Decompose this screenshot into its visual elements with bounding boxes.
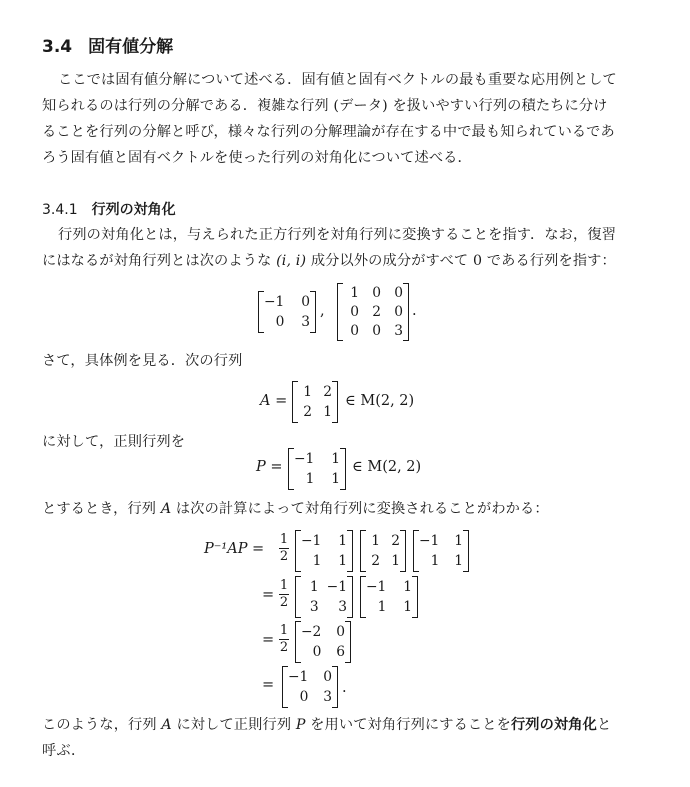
matrix-entry: 0 [350,303,359,320]
matrix-entry: 0 [312,644,322,660]
matrix-entry: −2 [301,624,322,640]
intro-line-2: 知られるのは行列の分解である．複雑な行列 (データ) を扱いやすい行列の積たちに分け [42,98,608,114]
calc-row3-equals: = [262,632,275,648]
matrix-entry: 0 [299,689,309,705]
intro-line-3: ることを行列の分解と呼び，様々な行列の分解理論が存在する中で最も知られているであ [42,124,615,140]
matrix-entry: 0 [336,624,345,640]
matrix-entry: 1 [430,553,440,569]
matrix-entry: 2 [303,404,312,420]
matrix-entry: 1 [454,553,463,569]
calc-row1-matrix-p [413,530,469,572]
section-title: 固有値分解 [88,37,174,57]
conclusion-line-1 [42,714,611,734]
intro-line-4: ろう固有値と固有ベクトルを使った行列の対角化について述べる． [42,150,472,166]
calc-row4-equals: = [262,677,275,693]
def-index-math: (i, i) [276,253,307,269]
matrix-entry: 1 [403,599,412,615]
calc-text-post: は次の計算によって対角行列に変換されることがわかる： [175,501,549,517]
conclusion-var-a: A [161,717,172,733]
matrix-entry: 1 [338,533,347,549]
matrix-entry: 1 [303,384,312,400]
matrix-entry: 0 [301,294,310,310]
matrix-entry: 3 [323,689,332,705]
matrix-entry: 3 [394,322,403,339]
matrix-entry: −1 [366,579,387,595]
matrix-entry: 0 [275,314,285,330]
section-heading [42,32,173,57]
matrix-entry: −1 [264,294,285,310]
calc-row3-matrix [295,621,351,663]
subsection-title: 行列の対角化 [91,202,176,218]
def-text-post: である行列を指す： [486,253,616,269]
def-text-mid: 成分以外の成分がすべて [310,253,469,269]
matrix-entry: 0 [323,669,332,685]
matrix-entry: 1 [403,579,412,595]
conclusion-mid2: を用いて対角行列にすることを [310,717,511,733]
calc-row2-equals: = [262,587,275,603]
matrix-entry: −1 [288,669,309,685]
subsection-number: 3.4.1 [42,202,78,218]
conclusion-var-p: P [295,717,306,733]
matrix-entry: 1 [454,533,463,549]
conclusion-term: 行列の対角化 [510,717,597,733]
example-intro-text: さて，具体例を見る．次の行列 [42,353,243,369]
matrix-a-lhs: A = [260,393,288,409]
definition-line-2 [42,250,616,270]
matrix-entry: −1 [301,533,322,549]
matrix-p-lhs: P = [256,459,283,475]
calc-intro-text [42,498,549,518]
matrix-entry: 3 [309,599,319,615]
calc-fraction-1: 1 2 [279,532,289,564]
calc-fraction-3: 1 2 [279,623,289,655]
matrix-entry: 1 [371,533,380,549]
matrix-entry: 1 [377,599,387,615]
matrix-entry: 2 [371,553,380,569]
matrix-entry: 0 [372,285,381,302]
matrix-entry: 2 [391,533,400,549]
diag-example-comma: , [320,303,325,319]
matrix-a [292,381,338,423]
matrix-entry: 1 [338,553,347,569]
calc-final-period: . [342,680,347,696]
calc-text-var: A [160,501,172,517]
matrix-entry: −1 [294,451,315,467]
diag-example-matrix-3x3 [337,283,409,341]
matrix-entry: 0 [372,322,381,339]
calc-fraction-2: 1 2 [279,578,289,610]
matrix-entry: 1 [391,553,400,569]
matrix-entry: −1 [326,579,347,595]
matrix-entry: 1 [323,404,332,420]
calc-row2-matrix-1 [295,576,353,618]
matrix-p [288,448,346,490]
def-text-pre: にはなるが対角行列とは次のような [42,253,272,269]
conclusion-line-2: 呼ぶ． [42,743,86,759]
section-number: 3.4 [42,37,73,57]
subsection-heading [42,199,176,219]
def-zero: 0 [472,253,483,269]
matrix-entry: 6 [336,644,345,660]
calc-text-pre: とするとき，行列 [42,501,157,517]
matrix-entry: 1 [309,579,319,595]
matrix-entry: 0 [394,303,403,320]
matrix-entry: 1 [350,285,359,302]
calc-lhs: P⁻¹AP = [204,541,265,557]
calc-row2-matrix-2 [360,576,418,618]
matrix-entry: 2 [323,384,332,400]
matrix-a-membership: ∈ M(2, 2) [345,393,415,409]
conclusion-post: と [596,717,612,733]
matrix-entry: 1 [312,553,322,569]
matrix-entry: 3 [301,314,310,330]
calc-row4-matrix [282,666,338,708]
calc-row1-matrix-a [360,530,406,572]
matrix-entry: −1 [419,533,440,549]
regular-matrix-text: に対して，正則行列を [42,434,186,450]
conclusion-mid1: に対して正則行列 [176,717,292,733]
matrix-entry: 1 [305,471,315,487]
calc-row1-matrix-p-inverse [295,530,353,572]
matrix-entry: 2 [372,303,381,320]
matrix-entry: 1 [331,451,340,467]
matrix-entry: 0 [350,322,359,339]
matrix-entry: 0 [394,285,403,302]
conclusion-pre: このような，行列 [42,717,157,733]
diag-example-matrix-2x2 [258,291,316,333]
definition-line-1: 行列の対角化とは，与えられた正方行列を対角行列に変換することを指す．なお，復習 [58,227,617,243]
matrix-entry: 3 [338,599,347,615]
intro-line-1: ここでは固有値分解について述べる．固有値と固有ベクトルの最も重要な応用例として [58,72,617,88]
matrix-entry: 1 [331,471,340,487]
diag-example-period: . [412,303,417,319]
matrix-p-membership: ∈ M(2, 2) [352,459,422,475]
